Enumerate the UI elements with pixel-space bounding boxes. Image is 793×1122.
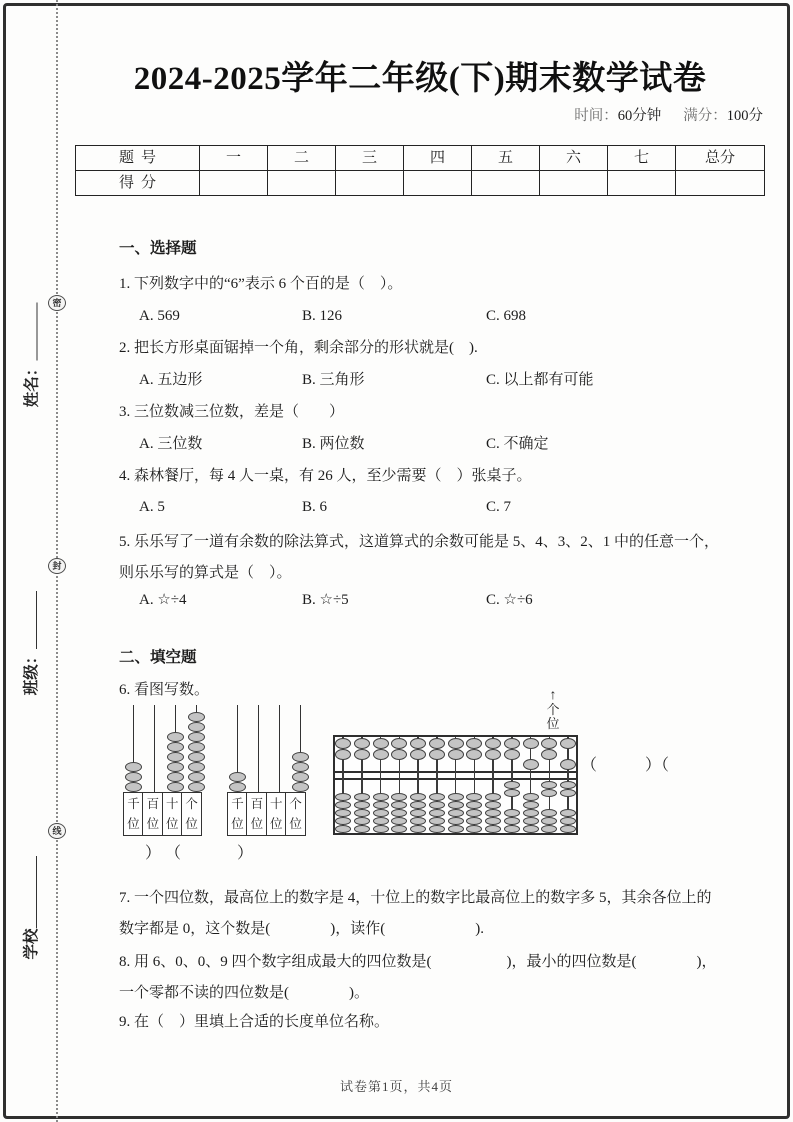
suanpan-bead <box>373 809 389 817</box>
suanpan-bead <box>485 809 501 817</box>
place-label-box: 千位 <box>123 792 144 836</box>
school-blank-line <box>24 857 37 929</box>
suanpan-bead <box>541 809 557 817</box>
ones-place-pointer <box>543 689 563 731</box>
q4-option-c: C. 7 <box>486 499 512 515</box>
ones-place-label: 个位 <box>546 702 560 731</box>
place-value-abacus-1 <box>123 705 211 837</box>
question-3-text: 3. 三位数减三位数，差是（ ） <box>119 404 345 420</box>
suanpan-bead <box>373 738 389 749</box>
abacus-bead <box>188 762 205 772</box>
suanpan-bead <box>335 738 351 749</box>
suanpan-bead <box>335 749 351 760</box>
abacus-bead <box>292 782 309 792</box>
q2-option-b: B. 三角形 <box>302 372 365 388</box>
fullscore-label: 满分： <box>683 108 727 124</box>
suanpan-bead <box>429 749 445 760</box>
suanpan-bead <box>560 809 576 817</box>
seal-char-xian: 线 <box>48 823 66 839</box>
suanpan-bead <box>466 801 482 809</box>
fullscore-value: 100分 <box>726 108 763 124</box>
score-cell <box>540 171 608 196</box>
score-cell <box>676 171 765 196</box>
score-cell <box>404 171 472 196</box>
place-label-box: 个位 <box>285 792 306 836</box>
suanpan-bead <box>373 749 389 760</box>
suanpan-bead <box>354 793 370 801</box>
suanpan-bead <box>391 738 407 749</box>
abacus-bead <box>167 752 184 762</box>
suanpan-bead <box>541 749 557 760</box>
suanpan-bead <box>354 809 370 817</box>
suanpan-bead <box>429 801 445 809</box>
suanpan-bead <box>485 793 501 801</box>
score-table-header-row <box>76 146 765 171</box>
question-3-options <box>139 433 765 455</box>
q7-line-1: 7. 一个四位数，最高位上的数字是 4，十位上的数字比最高位上的数字多 5，其余各位上的 <box>119 890 712 906</box>
suanpan-abacus <box>333 735 578 835</box>
abacus-bead <box>229 782 246 792</box>
place-label-box: 十位 <box>162 792 183 836</box>
up-arrow-icon: ↑ <box>549 688 557 703</box>
suanpan-bead <box>410 738 426 749</box>
question-1-options <box>139 305 765 327</box>
place-label-box: 百位 <box>246 792 267 836</box>
suanpan-bead <box>410 825 426 833</box>
suanpan-bead <box>373 793 389 801</box>
header-col-3: 三 <box>336 146 404 171</box>
suanpan-bead <box>429 738 445 749</box>
question-4-options <box>139 496 765 518</box>
suanpan-bead <box>354 801 370 809</box>
header-question-number: 题号 <box>76 146 200 171</box>
question-8-text <box>119 947 765 1009</box>
time-label: 时间： <box>574 108 618 124</box>
q8-line-2: 一个零都不读的四位数是( )。 <box>119 985 369 1001</box>
q8-line-1: 8. 用 6、0、0、9 四个数字组成最大的四位数是( )，最小的四位数是( )， <box>119 954 717 970</box>
header-col-7: 七 <box>608 146 676 171</box>
seal-char-feng: 封 <box>48 558 66 574</box>
name-field <box>20 268 42 443</box>
q3-option-b: B. 两位数 <box>302 436 365 452</box>
suanpan-bead <box>391 825 407 833</box>
place-label-box: 个位 <box>181 792 202 836</box>
suanpan-bead <box>504 817 520 825</box>
suanpan-bead <box>448 738 464 749</box>
suanpan-bead <box>373 825 389 833</box>
page-footer: 试卷第1页，共4页 <box>339 1079 453 1094</box>
q1-option-a: A. 569 <box>139 308 180 324</box>
class-field-label: 班级： <box>23 648 40 696</box>
header-col-1: 一 <box>200 146 268 171</box>
section-1-title: 一、选择题 <box>119 240 197 257</box>
suanpan-bead <box>335 801 351 809</box>
question-7-text <box>119 883 765 945</box>
suanpan-bead <box>391 809 407 817</box>
abacus-bead <box>188 732 205 742</box>
abacus-bead <box>292 772 309 782</box>
abacus-rod <box>258 705 260 793</box>
suanpan-bead <box>541 789 557 797</box>
suanpan-bead <box>410 801 426 809</box>
place-value-abacus-2 <box>227 705 315 837</box>
abacus-bead <box>167 762 184 772</box>
question-5-text <box>119 527 765 589</box>
school-field <box>19 823 41 993</box>
suanpan-bead <box>410 817 426 825</box>
suanpan-bead <box>523 801 539 809</box>
exam-content <box>75 0 765 1033</box>
suanpan-bead <box>391 817 407 825</box>
suanpan-bead <box>523 759 539 770</box>
suanpan-bead <box>429 809 445 817</box>
question-4-text: 4. 森林餐厅，每 4 人一桌，有 26 人，至少需要（ ）张桌子。 <box>119 468 532 484</box>
suanpan-bead <box>466 817 482 825</box>
question-1-text: 1. 下列数字中的“6”表示 6 个百的是（ ）。 <box>119 276 403 292</box>
score-cell <box>336 171 404 196</box>
suanpan-bead <box>335 809 351 817</box>
suanpan-bead <box>373 817 389 825</box>
question-6-text: 6. 看图写数。 <box>119 682 210 698</box>
suanpan-bead <box>354 738 370 749</box>
abacus-bead <box>125 782 142 792</box>
score-cell <box>200 171 268 196</box>
abacus-bead <box>188 772 205 782</box>
abacus-bead <box>229 772 246 782</box>
place-label-box: 千位 <box>227 792 248 836</box>
header-col-6: 六 <box>540 146 608 171</box>
suanpan-bead <box>448 817 464 825</box>
abacus-rod <box>279 705 281 793</box>
suanpan-bead <box>504 809 520 817</box>
suanpan-bead <box>560 759 576 770</box>
q4-option-b: B. 6 <box>302 499 328 515</box>
question-9-text: 9. 在（ ）里填上合适的长度单位名称。 <box>119 1014 390 1030</box>
name-blank-line <box>24 303 37 361</box>
suanpan-bead <box>373 801 389 809</box>
suanpan-bead <box>485 738 501 749</box>
suanpan-bead <box>466 793 482 801</box>
suanpan-bead <box>523 738 539 749</box>
suanpan-bead <box>485 825 501 833</box>
answer-blanks-abaci: ） （ ） <box>145 845 256 862</box>
q5-line-1: 5. 乐乐写了一道有余数的除法算式，这道算式的余数可能是 5、4、3、2、1 中的任意一个， <box>119 534 720 550</box>
abacus-bead <box>188 712 205 722</box>
q1-option-b: B. 126 <box>302 308 343 324</box>
suanpan-bead <box>335 825 351 833</box>
abacus-bead <box>188 742 205 752</box>
suanpan-bead <box>504 781 520 789</box>
school-field-label: 学校 <box>23 928 40 960</box>
suanpan-bead <box>504 789 520 797</box>
q5-option-c: C. ☆÷6 <box>486 592 533 608</box>
suanpan-bead <box>429 825 445 833</box>
suanpan-bead <box>485 749 501 760</box>
score-cell <box>268 171 336 196</box>
suanpan-bead <box>504 738 520 749</box>
q2-option-c: C. 以上都有可能 <box>486 372 594 388</box>
abacus-bead <box>188 722 205 732</box>
exam-meta <box>75 105 765 127</box>
q5-line-2: 则乐乐写的算式是（ ）。 <box>119 565 292 581</box>
abacus-bead <box>188 782 205 792</box>
header-total: 总分 <box>676 146 765 171</box>
suanpan-bead <box>523 817 539 825</box>
suanpan-bead <box>560 738 576 749</box>
class-blank-line <box>24 591 37 649</box>
q2-option-a: A. 五边形 <box>139 372 203 388</box>
score-cell <box>608 171 676 196</box>
suanpan-bead <box>391 749 407 760</box>
suanpan-bead <box>429 793 445 801</box>
suanpan-bead <box>541 817 557 825</box>
section-2-title: 二、填空题 <box>119 649 197 666</box>
abacus-bead <box>167 732 184 742</box>
suanpan-bead <box>560 781 576 789</box>
q5-option-b: B. ☆÷5 <box>302 592 349 608</box>
suanpan-bead <box>466 738 482 749</box>
header-col-2: 二 <box>268 146 336 171</box>
suanpan-bead <box>504 825 520 833</box>
suanpan-bead <box>523 793 539 801</box>
suanpan-bead <box>504 749 520 760</box>
q7-line-2: 数字都是 0，这个数是( )，读作( ). <box>119 921 484 937</box>
suanpan-bead <box>560 789 576 797</box>
q4-option-a: A. 5 <box>139 499 165 515</box>
suanpan-bead <box>410 749 426 760</box>
abacus-bead <box>292 762 309 772</box>
abacus-bead <box>167 782 184 792</box>
q3-option-a: A. 三位数 <box>139 436 203 452</box>
place-label-box: 十位 <box>266 792 287 836</box>
name-field-label: 姓名： <box>23 360 41 408</box>
suanpan-bead <box>448 793 464 801</box>
header-col-4: 四 <box>404 146 472 171</box>
suanpan-bead <box>541 825 557 833</box>
suanpan-bead <box>391 801 407 809</box>
score-table-score-row <box>76 171 765 196</box>
time-value: 60分钟 <box>617 108 662 124</box>
score-cell <box>472 171 540 196</box>
answer-blank-suanpan: （ ）（ <box>581 757 670 774</box>
suanpan-bead <box>485 801 501 809</box>
abacus-bead <box>292 752 309 762</box>
suanpan-bead <box>335 817 351 825</box>
suanpan-bead <box>354 825 370 833</box>
question-2-text: 2. 把长方形桌面锯掉一个角，剩余部分的形状就是( ). <box>119 340 478 356</box>
q3-option-c: C. 不确定 <box>486 436 549 452</box>
suanpan-bead <box>410 793 426 801</box>
suanpan-bead <box>448 749 464 760</box>
suanpan-bead <box>523 809 539 817</box>
suanpan-bead <box>448 809 464 817</box>
place-label-box: 百位 <box>142 792 163 836</box>
q5-option-a: A. ☆÷4 <box>139 592 187 608</box>
header-col-5: 五 <box>472 146 540 171</box>
suanpan-bead <box>448 801 464 809</box>
suanpan-bead <box>466 825 482 833</box>
suanpan-bead <box>429 817 445 825</box>
abacus-bead <box>167 772 184 782</box>
page-title: 2024-2025学年二年级(下)期末数学试卷 <box>133 61 707 97</box>
suanpan-bead <box>560 817 576 825</box>
abacus-rod <box>154 705 156 793</box>
suanpan-bead <box>541 738 557 749</box>
score-table <box>75 145 765 196</box>
suanpan-bead <box>354 817 370 825</box>
suanpan-bead <box>485 817 501 825</box>
suanpan-bead <box>391 793 407 801</box>
suanpan-bead <box>448 825 464 833</box>
question-5-options <box>139 589 765 611</box>
abacus-bead <box>125 762 142 772</box>
suanpan-bead <box>354 749 370 760</box>
suanpan-bead <box>466 809 482 817</box>
suanpan-bead <box>560 825 576 833</box>
abacus-bead <box>188 752 205 762</box>
suanpan-bead <box>335 793 351 801</box>
suanpan-bead <box>523 825 539 833</box>
abacus-bead <box>167 742 184 752</box>
q1-option-c: C. 698 <box>486 308 527 324</box>
suanpan-bead <box>410 809 426 817</box>
question-2-options <box>139 369 765 391</box>
suanpan-bead <box>466 749 482 760</box>
abacus-bead <box>125 772 142 782</box>
score-row-label: 得分 <box>76 171 200 196</box>
seal-char-mi: 密 <box>48 295 66 311</box>
suanpan-bead <box>541 781 557 789</box>
class-field <box>19 563 41 723</box>
